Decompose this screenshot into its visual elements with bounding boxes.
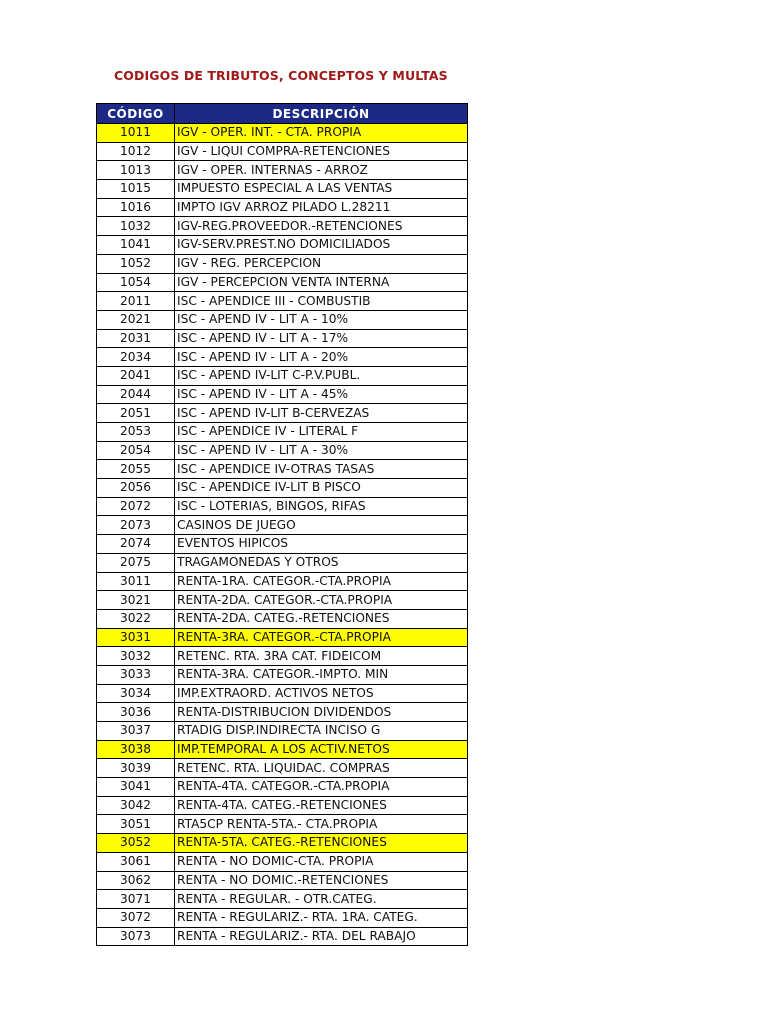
tax-code-cell: 1052 — [97, 254, 175, 273]
tax-code-cell: 3041 — [97, 778, 175, 797]
table-row — [97, 684, 468, 703]
tax-code-cell: 3033 — [97, 665, 175, 684]
description-cell: ISC - APENDICE IV-LIT B PISCO — [175, 479, 468, 498]
table-row — [97, 385, 468, 404]
table-row — [97, 441, 468, 460]
tax-code-cell: 2073 — [97, 516, 175, 535]
tax-code-cell: 2055 — [97, 460, 175, 479]
description-cell: ISC - APEND IV - LIT A - 45% — [175, 385, 468, 404]
tax-code-cell: 3032 — [97, 647, 175, 666]
description-cell: RENTA-4TA. CATEGOR.-CTA.PROPIA — [175, 778, 468, 797]
description-cell: RETENC. RTA. 3RA CAT. FIDEICOM — [175, 647, 468, 666]
description-cell: EVENTOS HIPICOS — [175, 535, 468, 554]
tax-code-cell: 3011 — [97, 572, 175, 591]
description-cell: RENTA-4TA. CATEG.-RETENCIONES — [175, 796, 468, 815]
table-row — [97, 217, 468, 236]
description-cell: RTADIG DISP.INDIRECTA INCISO G — [175, 722, 468, 741]
table-row — [97, 553, 468, 572]
table-row — [97, 479, 468, 498]
description-cell: IMPUESTO ESPECIAL A LAS VENTAS — [175, 180, 468, 199]
table-row — [97, 236, 468, 255]
table-row — [97, 404, 468, 423]
table-row — [97, 647, 468, 666]
tax-code-cell: 2054 — [97, 441, 175, 460]
description-cell: IMPTO IGV ARROZ PILADO L.28211 — [175, 198, 468, 217]
tax-code-cell: 1015 — [97, 180, 175, 199]
tax-code-cell: 1032 — [97, 217, 175, 236]
table-row — [97, 665, 468, 684]
table-row — [97, 722, 468, 741]
description-cell: RENTA - REGULARIZ.- RTA. 1RA. CATEG. — [175, 908, 468, 927]
description-cell: RENTA-3RA. CATEGOR.-IMPTO. MIN — [175, 665, 468, 684]
tax-code-cell: 1041 — [97, 236, 175, 255]
table-row — [97, 535, 468, 554]
tax-code-cell: 2031 — [97, 329, 175, 348]
table-row — [97, 161, 468, 180]
table-row — [97, 198, 468, 217]
tax-code-cell: 2072 — [97, 497, 175, 516]
table-row — [97, 516, 468, 535]
tax-code-cell: 2044 — [97, 385, 175, 404]
tax-code-cell: 3071 — [97, 890, 175, 909]
tax-code-cell: 3073 — [97, 927, 175, 946]
description-cell: ISC - APEND IV - LIT A - 17% — [175, 329, 468, 348]
codes-table — [96, 103, 468, 946]
description-cell: ISC - APEND IV-LIT B-CERVEZAS — [175, 404, 468, 423]
description-cell: IGV - OPER. INTERNAS - ARROZ — [175, 161, 468, 180]
table-row — [97, 366, 468, 385]
description-cell: CASINOS DE JUEGO — [175, 516, 468, 535]
tax-code-cell: 2041 — [97, 366, 175, 385]
tax-code-cell: 3038 — [97, 740, 175, 759]
table-row — [97, 254, 468, 273]
table-row — [97, 460, 468, 479]
description-cell: RENTA-2DA. CATEGOR.-CTA.PROPIA — [175, 591, 468, 610]
table-row — [97, 180, 468, 199]
tax-code-cell: 3042 — [97, 796, 175, 815]
table-row — [97, 124, 468, 143]
tax-code-cell: 3031 — [97, 628, 175, 647]
tax-code-cell: 2056 — [97, 479, 175, 498]
table-row — [97, 310, 468, 329]
tax-code-cell: 3034 — [97, 684, 175, 703]
description-cell: RENTA-DISTRIBUCION DIVIDENDOS — [175, 703, 468, 722]
description-cell: IMP.EXTRAORD. ACTIVOS NETOS — [175, 684, 468, 703]
description-cell: ISC - LOTERIAS, BINGOS, RIFAS — [175, 497, 468, 516]
table-row — [97, 815, 468, 834]
description-cell: IGV-SERV.PREST.NO DOMICILIADOS — [175, 236, 468, 255]
table-row — [97, 329, 468, 348]
description-cell: RENTA - REGULARIZ.- RTA. DEL RABAJO — [175, 927, 468, 946]
table-row — [97, 423, 468, 442]
tax-code-cell: 2011 — [97, 292, 175, 311]
tax-code-cell: 1011 — [97, 124, 175, 143]
tax-code-cell: 2074 — [97, 535, 175, 554]
table-row — [97, 796, 468, 815]
tax-code-cell: 3039 — [97, 759, 175, 778]
description-cell: ISC - APEND IV - LIT A - 30% — [175, 441, 468, 460]
table-body — [97, 124, 468, 946]
description-cell: IGV - OPER. INT. - CTA. PROPIA — [175, 124, 468, 143]
tax-code-cell: 3036 — [97, 703, 175, 722]
table-row — [97, 142, 468, 161]
description-cell: IGV - PERCEPCION VENTA INTERNA — [175, 273, 468, 292]
tax-code-cell: 2075 — [97, 553, 175, 572]
tax-code-cell: 3062 — [97, 871, 175, 890]
table-row — [97, 778, 468, 797]
description-cell: RTA5CP RENTA-5TA.- CTA.PROPIA — [175, 815, 468, 834]
description-cell: ISC - APENDICE IV - LITERAL F — [175, 423, 468, 442]
table-row — [97, 628, 468, 647]
description-cell: RETENC. RTA. LIQUIDAC. COMPRAS — [175, 759, 468, 778]
tax-code-cell: 1016 — [97, 198, 175, 217]
description-cell: ISC - APEND IV - LIT A - 10% — [175, 310, 468, 329]
description-cell: IMP.TEMPORAL A LOS ACTIV.NETOS — [175, 740, 468, 759]
table-row — [97, 852, 468, 871]
table-row — [97, 609, 468, 628]
table-row — [97, 871, 468, 890]
table-row — [97, 927, 468, 946]
description-cell: RENTA-2DA. CATEG.-RETENCIONES — [175, 609, 468, 628]
description-cell: TRAGAMONEDAS Y OTROS — [175, 553, 468, 572]
tax-code-cell: 2021 — [97, 310, 175, 329]
description-cell: RENTA - NO DOMIC.-RETENCIONES — [175, 871, 468, 890]
description-cell: RENTA - NO DOMIC-CTA. PROPIA — [175, 852, 468, 871]
tax-code-cell: 3037 — [97, 722, 175, 741]
table-row — [97, 591, 468, 610]
table-row — [97, 759, 468, 778]
tax-code-cell: 1012 — [97, 142, 175, 161]
table-row — [97, 273, 468, 292]
table-row — [97, 348, 468, 367]
tax-code-cell: 1013 — [97, 161, 175, 180]
tax-code-cell: 3021 — [97, 591, 175, 610]
table-row — [97, 890, 468, 909]
table-row — [97, 497, 468, 516]
description-cell: RENTA - REGULAR. - OTR.CATEG. — [175, 890, 468, 909]
column-header-description: DESCRIPCIÓN — [175, 104, 468, 124]
document-title: CODIGOS DE TRIBUTOS, CONCEPTOS Y MULTAS — [114, 68, 448, 83]
tax-code-cell: 3051 — [97, 815, 175, 834]
table-row — [97, 834, 468, 853]
description-cell: RENTA-5TA. CATEG.-RETENCIONES — [175, 834, 468, 853]
description-cell: RENTA-3RA. CATEGOR.-CTA.PROPIA — [175, 628, 468, 647]
tax-code-cell: 3052 — [97, 834, 175, 853]
tax-code-cell: 2034 — [97, 348, 175, 367]
description-cell: ISC - APENDICE IV-OTRAS TASAS — [175, 460, 468, 479]
description-cell: RENTA-1RA. CATEGOR.-CTA.PROPIA — [175, 572, 468, 591]
tax-code-cell: 1054 — [97, 273, 175, 292]
table-row — [97, 572, 468, 591]
description-cell: IGV-REG.PROVEEDOR.-RETENCIONES — [175, 217, 468, 236]
tax-code-cell: 3022 — [97, 609, 175, 628]
table-row — [97, 740, 468, 759]
table-row — [97, 908, 468, 927]
description-cell: IGV - REG. PERCEPCION — [175, 254, 468, 273]
description-cell: IGV - LIQUI COMPRA-RETENCIONES — [175, 142, 468, 161]
table-header-row — [97, 104, 468, 124]
tax-code-cell: 2051 — [97, 404, 175, 423]
tax-code-cell: 3072 — [97, 908, 175, 927]
description-cell: ISC - APEND IV-LIT C-P.V.PUBL. — [175, 366, 468, 385]
description-cell: ISC - APENDICE III - COMBUSTIB — [175, 292, 468, 311]
table-row — [97, 292, 468, 311]
column-header-code: CÓDIGO — [97, 104, 175, 124]
description-cell: ISC - APEND IV - LIT A - 20% — [175, 348, 468, 367]
table-row — [97, 703, 468, 722]
tax-code-cell: 3061 — [97, 852, 175, 871]
tax-code-cell: 2053 — [97, 423, 175, 442]
